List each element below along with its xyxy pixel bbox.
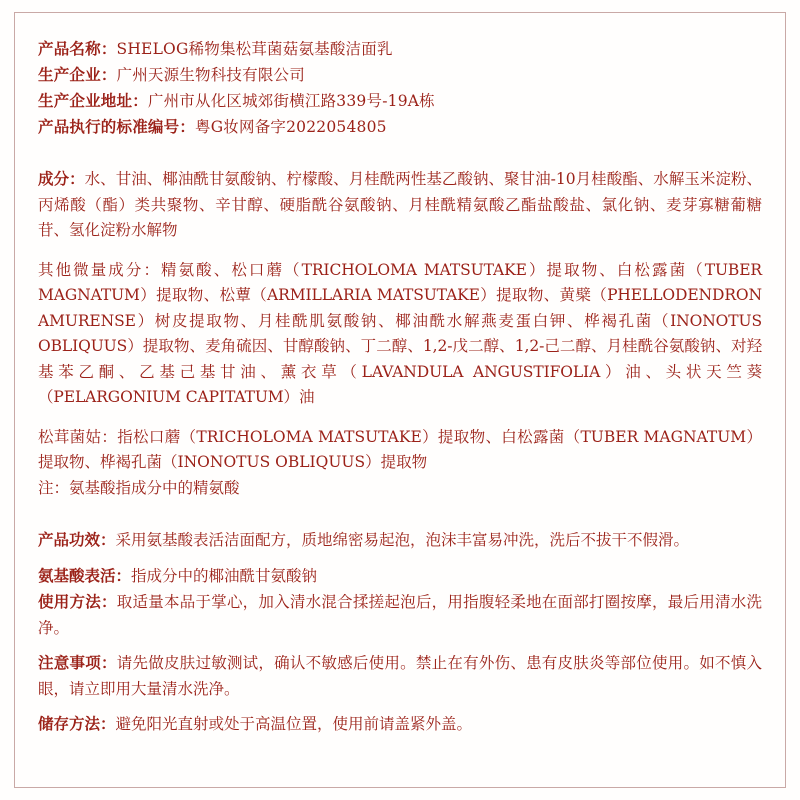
ingredients-value: 水、甘油、椰油酰甘氨酸钠、柠檬酸、月桂酰两性基乙酸钠、聚甘油-10月桂酸酯、水解玉米淀粉、丙烯酸（酯）类共聚物、辛甘醇、硬脂酰谷氨酸钠、月桂酰精氨酸乙酯盐酸盐、氯化钠、麦芽寡糖葡糖苷、氢化淀粉水解物 bbox=[38, 170, 762, 239]
matsutake-note-label: 松茸菌姑 bbox=[38, 427, 102, 446]
trace-ingredients-block bbox=[38, 258, 762, 411]
efficacy-value: 采用氨基酸表活洁面配方，质地绵密易起泡，泡沫丰富易冲洗，洗后不拔干不假滑。 bbox=[115, 531, 690, 549]
storage-block bbox=[38, 711, 762, 738]
ingredients-block bbox=[38, 166, 762, 244]
usage-block bbox=[38, 589, 762, 641]
label-content bbox=[38, 36, 762, 738]
spacer-after-trace bbox=[38, 411, 762, 425]
matsutake-note-value: 指松口蘑（TRICHOLOMA MATSUTAKE）提取物、白松露菌（TUBER MAGNATUM）提取物、桦褐孔菌（INONOTUS OBLIQUUS）提取物 bbox=[38, 427, 762, 471]
product-name-separator: ： bbox=[100, 39, 117, 58]
amino-surfactant-block bbox=[38, 563, 762, 590]
spacer-after-efficacy bbox=[38, 554, 762, 563]
storage-label: 储存方法 bbox=[38, 714, 101, 733]
storage-value: 避免阳光直射或处于高温位置，使用前请盖紧外盖。 bbox=[115, 715, 473, 733]
manufacturer-address-value: 广州市从化区城郊街横江路339号-19A栋 bbox=[147, 92, 435, 110]
header-block bbox=[38, 36, 762, 140]
amino-note-label: 注 bbox=[38, 478, 54, 497]
ingredients-label: 成分 bbox=[38, 169, 70, 188]
manufacturer-value: 广州天源生物科技有限公司 bbox=[116, 66, 305, 84]
amino-note-value: 氨基酸指成分中的精氨酸 bbox=[69, 478, 240, 497]
matsutake-note-block bbox=[38, 425, 762, 476]
usage-label: 使用方法 bbox=[38, 592, 101, 611]
trace-ingredients-separator: ： bbox=[143, 260, 162, 279]
efficacy-separator: ： bbox=[100, 530, 116, 549]
trace-ingredients-label: 其他微量成分 bbox=[38, 260, 144, 279]
amino-surfactant-value: 指成分中的椰油酰甘氨酸钠 bbox=[131, 566, 318, 585]
matsutake-note-separator: ： bbox=[101, 427, 118, 446]
amino-surfactant-separator: ： bbox=[115, 565, 132, 585]
product-name-row bbox=[38, 36, 762, 62]
manufacturer-address-label: 生产企业地址 bbox=[38, 91, 133, 110]
product-name-label: 产品名称 bbox=[38, 39, 101, 58]
manufacturer-row bbox=[38, 62, 762, 88]
efficacy-block bbox=[38, 527, 762, 554]
product-name-value: SHELOG稀物集松茸菌菇氨基酸洁面乳 bbox=[116, 40, 393, 58]
storage-separator: ： bbox=[100, 714, 116, 733]
trace-ingredients-value: 精氨酸、松口蘑（TRICHOLOMA MATSUTAKE）提取物、白松露菌（TUBER MAGNATUM）提取物、松蕈（ARMILLARIA MATSUTAKE）提取物、黄檗（PHELLODENDRON AMURENSE）树皮提取物、月桂酰肌氨酸钠、椰油酰水解燕麦蛋白钾、桦褐孔菌（INONOTUS OBLIQUUS）提取物、麦角硫因、甘醇酸钠、丁二醇、1,2-戊二醇、1,2-己二醇、月桂酰谷氨酸钠、对羟基苯乙酮、乙基己基甘油、薰衣草（LAVANDULA ANGUSTIFOLIA）油、头状天竺葵（PELARGONIUM CAPITATUM）油 bbox=[38, 260, 762, 406]
usage-value: 取适量本品于掌心，加入清水混合揉搓起泡后，用指腹轻柔地在面部打圈按摩，最后用清水洗净。 bbox=[38, 593, 762, 637]
spacer-after-notes bbox=[38, 501, 762, 527]
caution-label: 注意事项 bbox=[38, 653, 101, 672]
spacer-after-ingredients bbox=[38, 244, 762, 258]
usage-separator: ： bbox=[100, 592, 117, 611]
spacer-after-usage bbox=[38, 641, 762, 650]
spacer-after-header bbox=[38, 140, 762, 166]
standard-number-separator: ： bbox=[179, 117, 196, 136]
standard-number-value: 粤G妆网备字2022054805 bbox=[195, 118, 387, 136]
caution-block bbox=[38, 650, 762, 702]
manufacturer-label: 生产企业 bbox=[38, 65, 101, 84]
caution-value: 请先做皮肤过敏测试，确认不敏感后使用。禁止在有外伤、患有皮肤炎等部位使用。如不慎入眼，请立即用大量清水洗净。 bbox=[38, 654, 762, 698]
standard-number-row bbox=[38, 114, 762, 140]
amino-note-separator: ： bbox=[53, 478, 70, 497]
amino-note-block bbox=[38, 476, 762, 502]
ingredients-separator: ： bbox=[69, 169, 85, 188]
caution-separator: ： bbox=[100, 653, 117, 672]
efficacy-label: 产品功效 bbox=[38, 530, 101, 549]
amino-surfactant-label: 氨基酸表活 bbox=[38, 565, 116, 585]
spacer-after-caution bbox=[38, 702, 762, 711]
manufacturer-address-row bbox=[38, 88, 762, 114]
manufacturer-address-separator: ： bbox=[132, 91, 148, 110]
standard-number-label: 产品执行的标准编号 bbox=[38, 117, 180, 136]
manufacturer-separator: ： bbox=[100, 65, 117, 84]
